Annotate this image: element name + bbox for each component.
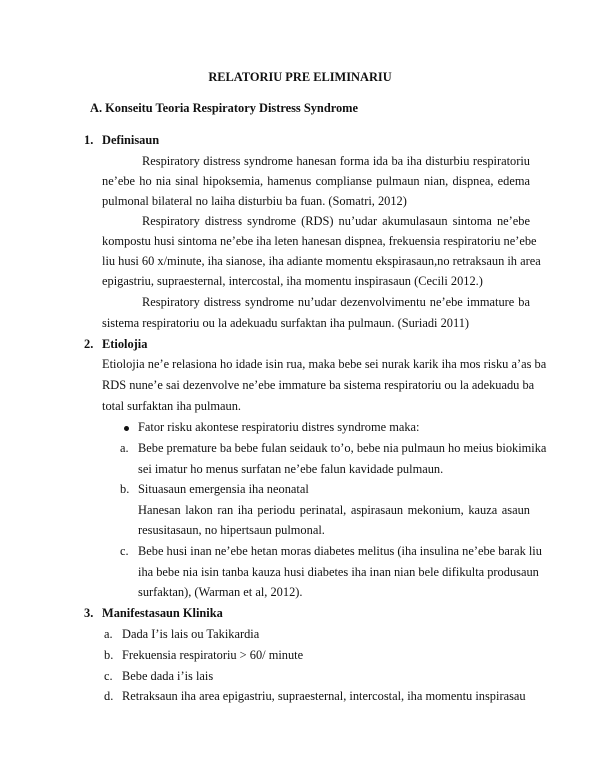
definition-p2-line: liu husi 60 x/minute, iha sianose, iha adiante momentu ekspirasaun,no retraksaun ih area — [102, 254, 541, 268]
definition-p3-line: sistema respiratoriu ou la adekuadu surfaktan iha pulmaun. (Suriadi 2011) — [102, 316, 470, 330]
document-title: RELATORIU PRE ELIMINARIU — [208, 70, 392, 84]
list-marker: a. — [120, 441, 129, 455]
list-item-line: iha bebe nia isin tanba kauza husi diabetes iha inan nian bele difikulta produsaun — [138, 565, 539, 579]
list-item: Dada I’is lais ou Takikardia — [122, 627, 260, 641]
section-3-heading: Manifestasaun Klinika — [102, 606, 223, 620]
risk-factor-bullet: Fator risku akontese respiratoriu distres syndrome maka: — [138, 420, 420, 434]
list-item-line: sei imatur ho menus surfatan ne’ebe falun kavidade pulmaun. — [138, 462, 444, 476]
section-3-number: 3. — [84, 606, 94, 620]
definition-p3-line: Respiratory distress syndrome nu’udar dezenvolvimentu ne’ebe immature ba — [142, 295, 530, 309]
list-item-line: surfaktan), (Warman et al, 2012). — [138, 585, 303, 599]
etiology-intro-line: Etiolojia ne’e relasiona ho idade isin rua, maka bebe sei nurak karik iha mos risku a’as ba — [102, 357, 547, 371]
list-marker: a. — [104, 627, 113, 641]
section-a-heading: A. Konseitu Teoria Respiratory Distress Syndrome — [90, 101, 359, 115]
section-1-heading: Definisaun — [102, 133, 160, 147]
list-item: Bebe dada i’is lais — [122, 669, 214, 683]
list-item-line: Hanesan lakon ran iha periodu perinatal, aspirasaun mekonium, kauza asaun — [138, 503, 530, 517]
bullet-icon — [124, 426, 129, 431]
definition-p2-line: kompostu husi sintoma ne’ebe iha leten hanesan dispnea, frekuensia respiratoriu ne’ebe — [102, 234, 537, 248]
list-item-line: Bebe premature ba bebe fulan seidauk to’o, bebe nia pulmaun ho meius biokimika — [138, 441, 547, 455]
section-2-number: 2. — [84, 337, 94, 351]
list-marker: c. — [104, 669, 113, 683]
list-marker: b. — [120, 482, 130, 496]
etiology-intro-line: RDS nune’e sai dezenvolve ne’ebe immature ba sistema respiratoriu ou la adekuadu ba — [102, 378, 535, 392]
list-marker: d. — [104, 689, 114, 703]
definition-p2-line: epigastriu, supraesternal, intercostal, iha momentu inspirasaun (Cecili 2012.) — [102, 274, 483, 288]
list-item-line: Situasaun emergensia iha neonatal — [138, 482, 309, 496]
definition-p1-line: pulmonal bilateral no laiha disturbiu ba fuan. (Somatri, 2012) — [102, 194, 407, 208]
list-item: Frekuensia respiratoriu > 60/ minute — [122, 648, 304, 662]
section-1-number: 1. — [84, 133, 94, 147]
definition-p1-line: ne’ebe ho nia sinal hipoksemia, hamenus complianse pulmaun nian, dispnea, edema — [102, 174, 530, 188]
list-item-line: resusitasaun, no hipertsaun pulmonal. — [138, 523, 325, 537]
definition-p1-line: Respiratory distress syndrome hanesan forma ida ba iha disturbiu respiratoriu — [142, 154, 530, 168]
list-item: Retraksaun iha area epigastriu, supraesternal, intercostal, iha momentu inspirasau — [122, 689, 526, 703]
list-item-line: Bebe husi inan ne’ebe hetan moras diabetes melitus (iha insulina ne’ebe barak liu — [138, 544, 542, 558]
list-marker: c. — [120, 544, 129, 558]
definition-p2-line: Respiratory distress syndrome (RDS) nu’udar akumulasaun sintoma ne’ebe — [142, 214, 530, 228]
etiology-intro-line: total surfaktan iha pulmaun. — [102, 399, 242, 413]
section-2-heading: Etiolojia — [102, 337, 148, 351]
list-marker: b. — [104, 648, 114, 662]
